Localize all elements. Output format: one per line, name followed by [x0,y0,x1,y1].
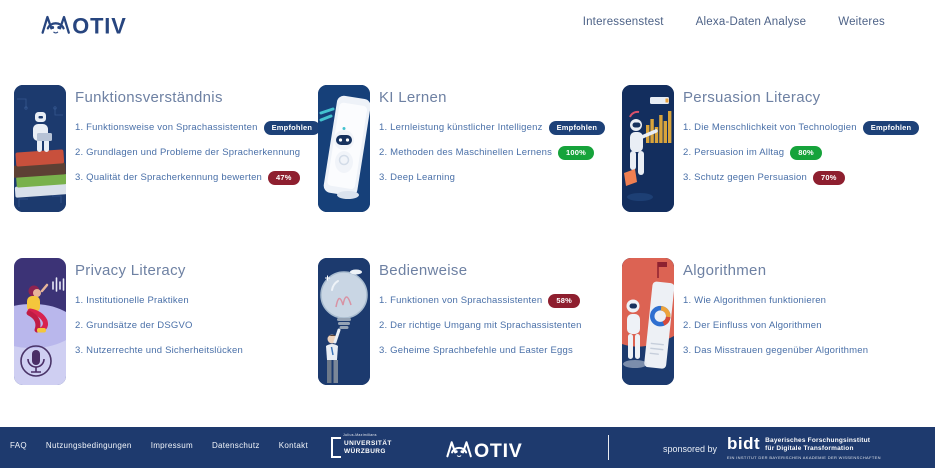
lesson-label: 3. Geheime Sprachbefehle und Easter Eggs [379,345,573,356]
university-logo-topline: Julius-Maximilians [343,433,377,437]
footer-link-kontakt[interactable]: Kontakt [278,441,308,450]
course-title: Persuasion Literacy [683,89,821,106]
course-card-bedienweise [318,258,622,408]
lesson-item[interactable] [379,146,605,159]
lesson-label: 3. Nutzerrechte und Sicherheitslücken [75,345,243,356]
lesson-item[interactable] [683,319,868,332]
lesson-label: 3. Deep Learning [379,172,456,183]
nav-interessenstest[interactable]: Interessenstest [582,16,664,28]
course-card-persuasion-literacy [622,85,926,235]
lesson-label: 2. Persuasion im Alltag [683,147,785,158]
course-card-ki-lernen [318,85,622,235]
lesson-item[interactable] [75,319,243,332]
lesson-label: 2. Methoden des Maschinellen Lernens [379,147,553,158]
motiv-logo-icon [40,9,136,39]
lesson-item[interactable] [683,121,919,134]
lesson-label: 1. Wie Algorithmen funktionieren [683,295,827,306]
motiv-logo-icon [445,436,531,461]
course-card-algorithmen [622,258,926,408]
course-card-privacy-literacy [14,258,318,408]
lesson-item[interactable] [379,319,582,332]
robot-on-books-illustration[interactable] [14,85,66,212]
lesson-label: 2. Grundlagen und Probleme der Spracherkennung [75,147,301,158]
course-title: Privacy Literacy [75,262,186,279]
lesson-item[interactable] [683,344,868,357]
lesson-label: 3. Qualität der Spracherkennung bewerten [75,172,263,183]
lesson-badge: Empfohlen [549,121,606,135]
main-nav [583,16,885,28]
course-title: Funktionsverständnis [75,89,223,106]
lesson-label: 3. Schutz gegen Persuasion [683,172,808,183]
robot-barchart-illustration[interactable] [622,85,674,212]
lesson-badge: 100% [558,146,594,160]
header [0,0,935,58]
lesson-label: 1. Funktionsweise von Sprachassistenten [75,122,258,133]
course-title: Algorithmen [683,262,767,279]
lesson-item[interactable] [379,171,605,184]
robot-with-document-illustration[interactable] [622,258,674,385]
svg-text:OTIV: OTIV [473,440,523,461]
man-with-lightbulb-illustration[interactable] [318,258,370,385]
lesson-badge: 58% [548,294,580,308]
footer-link-datenschutz[interactable]: Datenschutz [211,441,260,450]
lesson-item[interactable] [379,344,582,357]
footer-divider [608,435,609,460]
bidt-subline: EIN INSTITUT DER BAYERISCHEN AKADEMIE DER WISSENSCHAFTEN [727,455,881,460]
lesson-item[interactable] [75,171,318,184]
nav-weiteres[interactable]: Weiteres [838,16,885,28]
footer-motiv-logo [445,436,531,466]
lesson-label: 1. Lernleistung künstlicher Intelligenz [379,122,543,133]
university-wuerzburg-logo[interactable] [331,433,392,458]
lesson-item[interactable] [683,171,919,184]
bidt-desc-line1: Bayerisches Forschungsinstitut [765,437,871,444]
footer-link-impressum[interactable]: Impressum [150,441,193,450]
course-grid [14,85,926,408]
bidt-wordmark: bidt [727,434,761,453]
footer [0,427,935,468]
lesson-badge: 47% [268,171,300,185]
lesson-item[interactable] [75,146,318,159]
university-logo-line2: WÜRZBURG [344,447,386,455]
footer-links [10,441,308,450]
footer-link-nutzungsbedingungen[interactable]: Nutzungsbedingungen [45,441,132,450]
lesson-item[interactable] [379,121,605,134]
bidt-logo[interactable] [727,435,881,460]
lesson-label: 1. Institutionelle Praktiken [75,295,189,306]
lesson-label: 1. Funktionen von Sprachassistenten [379,295,543,306]
nav-alexa-daten-analyse[interactable]: Alexa-Daten Analyse [695,16,807,28]
robot-phone-illustration[interactable] [318,85,370,212]
lesson-badge: 80% [790,146,822,160]
course-title: KI Lernen [379,89,447,106]
university-logo-line1: UNIVERSITÄT [344,439,392,447]
lesson-item[interactable] [75,121,318,134]
lesson-item[interactable] [683,294,868,307]
bidt-desc-line2: für Digitale Transformation [765,445,854,452]
university-logo-bracket-icon [331,437,341,458]
course-card-funktionsverstaendnis [14,85,318,235]
lesson-badge: Empfohlen [863,121,920,135]
svg-text:OTIV: OTIV [72,13,127,39]
lesson-item[interactable] [379,294,582,307]
lesson-item[interactable] [75,294,243,307]
lesson-item[interactable] [683,146,919,159]
course-title: Bedienweise [379,262,468,279]
sponsored-by-label: sponsored by [663,444,718,454]
lesson-label: 2. Der richtige Umgang mit Sprachassistenten [379,320,582,331]
motiv-logo[interactable] [40,9,136,39]
lesson-label: 1. Die Menschlichkeit von Technologien [683,122,857,133]
person-on-microphone-illustration[interactable] [14,258,66,385]
lesson-badge: 70% [813,171,845,185]
lesson-item[interactable] [75,344,243,357]
footer-link-faq[interactable]: FAQ [10,441,27,450]
lesson-label: 2. Grundsätze der DSGVO [75,320,193,331]
lesson-badge: Empfohlen [264,121,321,135]
lesson-label: 3. Das Misstrauen gegenüber Algorithmen [683,345,869,356]
lesson-label: 2. Der Einfluss von Algorithmen [683,320,822,331]
